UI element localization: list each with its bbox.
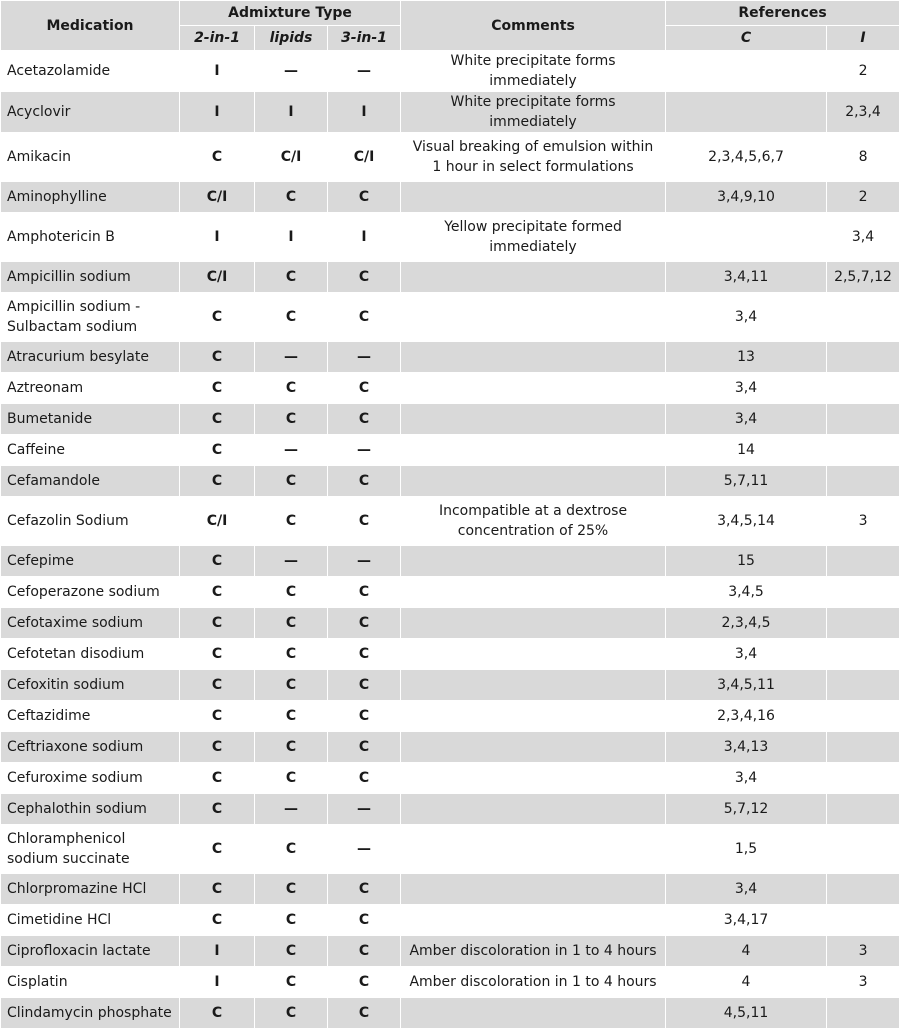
three-in-one-cell: C [328, 670, 401, 701]
three-in-one-cell: — [328, 546, 401, 577]
comment-cell: Amber discoloration in 1 to 4 hours [401, 967, 666, 998]
lipids-cell: C [255, 874, 328, 905]
comment-cell [401, 794, 666, 825]
lipids-cell: C [255, 670, 328, 701]
reference-c-cell: 5,7,12 [666, 794, 827, 825]
table-row [1, 342, 900, 373]
three-in-one-cell: C [328, 497, 401, 546]
three-in-one-cell: C [328, 701, 401, 732]
two-in-one-cell: I [180, 92, 255, 133]
comment-cell [401, 182, 666, 213]
table-row [1, 293, 900, 342]
table-header [1, 1, 900, 51]
two-in-one-cell: C/I [180, 497, 255, 546]
reference-c-cell: 3,4,5,11 [666, 670, 827, 701]
medication-cell: Cefotetan disodium [1, 639, 180, 670]
comment-cell [401, 342, 666, 373]
lipids-cell: — [255, 546, 328, 577]
lipids-cell: I [255, 92, 328, 133]
table-row [1, 213, 900, 262]
reference-c-cell: 3,4,9,10 [666, 182, 827, 213]
medication-cell: Cefuroxime sodium [1, 763, 180, 794]
two-in-one-cell: C/I [180, 182, 255, 213]
comment-cell [401, 639, 666, 670]
reference-i-cell [827, 825, 900, 874]
table-row [1, 936, 900, 967]
medication-cell: Aminophylline [1, 182, 180, 213]
lipids-cell: — [255, 342, 328, 373]
two-in-one-cell: C [180, 874, 255, 905]
three-in-one-cell: I [328, 213, 401, 262]
references-i-header: I [827, 26, 900, 51]
reference-i-cell [827, 732, 900, 763]
comment-cell [401, 701, 666, 732]
medication-cell: Acyclovir [1, 92, 180, 133]
reference-i-cell [827, 670, 900, 701]
reference-i-cell [827, 373, 900, 404]
reference-i-cell [827, 546, 900, 577]
two-in-one-cell: C [180, 639, 255, 670]
three-in-one-cell: C [328, 373, 401, 404]
lipids-cell: C/I [255, 133, 328, 182]
comment-cell [401, 577, 666, 608]
comment-cell: Amber discoloration in 1 to 4 hours [401, 936, 666, 967]
reference-c-cell [666, 92, 827, 133]
reference-i-cell: 2 [827, 182, 900, 213]
reference-i-cell: 2,5,7,12 [827, 262, 900, 293]
comment-cell [401, 670, 666, 701]
reference-c-cell: 2,3,4,16 [666, 701, 827, 732]
comment-cell [401, 404, 666, 435]
reference-c-cell: 3,4 [666, 874, 827, 905]
table-row [1, 435, 900, 466]
two-in-one-cell: C [180, 293, 255, 342]
table-row [1, 905, 900, 936]
reference-i-cell [827, 466, 900, 497]
table-row [1, 998, 900, 1029]
reference-c-cell [666, 213, 827, 262]
two-in-one-cell: I [180, 967, 255, 998]
reference-c-cell: 15 [666, 546, 827, 577]
table-row [1, 133, 900, 182]
table-row [1, 373, 900, 404]
two-in-one-cell: C [180, 998, 255, 1029]
comment-cell [401, 905, 666, 936]
reference-i-cell [827, 435, 900, 466]
medication-cell: Bumetanide [1, 404, 180, 435]
reference-c-cell: 3,4,11 [666, 262, 827, 293]
table-row [1, 639, 900, 670]
comment-cell [401, 874, 666, 905]
lipids-cell: C [255, 998, 328, 1029]
lipids-cell: C [255, 497, 328, 546]
medication-cell: Chlorpromazine HCl [1, 874, 180, 905]
reference-i-cell [827, 404, 900, 435]
three-in-one-cell: C [328, 905, 401, 936]
two-in-one-cell: C [180, 763, 255, 794]
lipids-cell: C [255, 182, 328, 213]
three-in-one-cell: — [328, 435, 401, 466]
reference-i-cell [827, 794, 900, 825]
two-in-one-cell: C [180, 794, 255, 825]
lipids-cell: — [255, 51, 328, 92]
reference-i-cell [827, 998, 900, 1029]
table-row [1, 670, 900, 701]
comment-cell [401, 732, 666, 763]
two-in-one-cell: C/I [180, 262, 255, 293]
table-row [1, 732, 900, 763]
reference-i-cell [827, 905, 900, 936]
table-row [1, 794, 900, 825]
two-in-one-cell: C [180, 732, 255, 763]
comment-cell [401, 373, 666, 404]
medication-cell: Cimetidine HCl [1, 905, 180, 936]
three-in-one-cell: C [328, 967, 401, 998]
reference-c-cell: 1,5 [666, 825, 827, 874]
two-in-one-cell: C [180, 608, 255, 639]
three-in-one-cell: — [328, 342, 401, 373]
medication-cell: Cefazolin Sodium [1, 497, 180, 546]
lipids-cell: C [255, 967, 328, 998]
lipids-cell: C [255, 701, 328, 732]
lipids-cell: C [255, 936, 328, 967]
three-in-one-cell: C [328, 466, 401, 497]
reference-i-cell: 2,3,4 [827, 92, 900, 133]
medication-cell: Ampicillin sodium - Sulbactam sodium [1, 293, 180, 342]
two-in-one-cell: C [180, 670, 255, 701]
lipids-cell: C [255, 262, 328, 293]
two-in-one-cell: C [180, 466, 255, 497]
reference-i-cell [827, 608, 900, 639]
table-row [1, 404, 900, 435]
reference-i-cell [827, 293, 900, 342]
references-c-header: C [666, 26, 827, 51]
table-row [1, 497, 900, 546]
table-row [1, 262, 900, 293]
medication-cell: Ceftazidime [1, 701, 180, 732]
reference-c-cell: 3,4 [666, 373, 827, 404]
three-in-one-cell: C [328, 639, 401, 670]
table-row [1, 466, 900, 497]
reference-c-cell: 4,5,11 [666, 998, 827, 1029]
comment-cell [401, 435, 666, 466]
lipids-cell: — [255, 794, 328, 825]
table-row [1, 182, 900, 213]
medication-cell: Ceftriaxone sodium [1, 732, 180, 763]
comment-cell: Yellow precipitate formed immediately [401, 213, 666, 262]
reference-c-cell: 14 [666, 435, 827, 466]
two-in-one-cell: C [180, 701, 255, 732]
lipids-cell: C [255, 639, 328, 670]
medication-cell: Cefamandole [1, 466, 180, 497]
comment-cell: White precipitate forms immediately [401, 92, 666, 133]
table-row [1, 701, 900, 732]
medication-cell: Cisplatin [1, 967, 180, 998]
references-header: References [666, 1, 900, 26]
comment-cell [401, 293, 666, 342]
three-in-one-cell: C [328, 998, 401, 1029]
reference-c-cell: 4 [666, 936, 827, 967]
lipids-cell: C [255, 293, 328, 342]
lipids-cell: C [255, 466, 328, 497]
medication-header: Medication [1, 1, 180, 51]
two-in-one-cell: C [180, 905, 255, 936]
medication-cell: Clindamycin phosphate [1, 998, 180, 1029]
reference-i-cell [827, 763, 900, 794]
medication-cell: Acetazolamide [1, 51, 180, 92]
reference-c-cell: 13 [666, 342, 827, 373]
comment-cell [401, 825, 666, 874]
two-in-one-cell: I [180, 51, 255, 92]
reference-i-cell [827, 874, 900, 905]
reference-c-cell: 3,4,5,14 [666, 497, 827, 546]
reference-c-cell: 2,3,4,5 [666, 608, 827, 639]
three-in-one-cell: — [328, 51, 401, 92]
medication-cell: Chloramphenicol sodium succinate [1, 825, 180, 874]
table-row [1, 763, 900, 794]
comment-cell [401, 608, 666, 639]
reference-i-cell: 8 [827, 133, 900, 182]
reference-i-cell: 3 [827, 936, 900, 967]
reference-c-cell: 4 [666, 967, 827, 998]
lipids-cell: I [255, 213, 328, 262]
two-in-one-cell: C [180, 577, 255, 608]
medication-cell: Caffeine [1, 435, 180, 466]
reference-i-cell: 2 [827, 51, 900, 92]
two-in-one-cell: I [180, 213, 255, 262]
lipids-cell: C [255, 732, 328, 763]
comment-cell [401, 466, 666, 497]
three-in-one-cell: C [328, 262, 401, 293]
two-in-one-cell: C [180, 404, 255, 435]
three-in-one-cell: C [328, 404, 401, 435]
comment-cell: Incompatible at a dextrose concentration of 25% [401, 497, 666, 546]
two-in-one-cell: C [180, 546, 255, 577]
reference-i-cell: 3 [827, 967, 900, 998]
reference-i-cell: 3,4 [827, 213, 900, 262]
table-row [1, 577, 900, 608]
table-row [1, 825, 900, 874]
three-in-one-cell: C [328, 732, 401, 763]
reference-i-cell [827, 639, 900, 670]
two-in-one-cell: C [180, 435, 255, 466]
reference-c-cell: 3,4,5 [666, 577, 827, 608]
medication-cell: Atracurium besylate [1, 342, 180, 373]
reference-i-cell [827, 577, 900, 608]
reference-c-cell: 5,7,11 [666, 466, 827, 497]
three-in-one-cell: C [328, 936, 401, 967]
reference-i-cell: 3 [827, 497, 900, 546]
two-in-one-cell: C [180, 342, 255, 373]
two-in-one-cell: C [180, 825, 255, 874]
reference-c-cell: 3,4 [666, 639, 827, 670]
table-row [1, 608, 900, 639]
admixture-type-header: Admixture Type [180, 1, 401, 26]
medication-cell: Amikacin [1, 133, 180, 182]
reference-c-cell: 3,4,13 [666, 732, 827, 763]
comment-cell [401, 546, 666, 577]
table-row [1, 874, 900, 905]
reference-c-cell: 3,4 [666, 404, 827, 435]
comment-cell [401, 763, 666, 794]
lipids-cell: — [255, 435, 328, 466]
lipids-cell: C [255, 577, 328, 608]
medication-cell: Aztreonam [1, 373, 180, 404]
table-body [1, 51, 900, 1029]
two-in-one-cell: C [180, 373, 255, 404]
reference-i-cell [827, 701, 900, 732]
comments-header: Comments [401, 1, 666, 51]
lipids-cell: C [255, 905, 328, 936]
lipids-cell: C [255, 373, 328, 404]
three-in-one-cell: I [328, 92, 401, 133]
comment-cell [401, 262, 666, 293]
comment-cell: White precipitate forms immediately [401, 51, 666, 92]
two-in-one-cell: I [180, 936, 255, 967]
table-row [1, 546, 900, 577]
three-in-one-cell: — [328, 825, 401, 874]
lipids-cell: C [255, 404, 328, 435]
comment-cell: Visual breaking of emulsion within 1 hour in select formulations [401, 133, 666, 182]
three-in-one-cell: — [328, 794, 401, 825]
three-in-one-header: 3-in-1 [328, 26, 401, 51]
reference-i-cell [827, 342, 900, 373]
table-row [1, 967, 900, 998]
medication-cell: Cefepime [1, 546, 180, 577]
reference-c-cell: 3,4 [666, 293, 827, 342]
lipids-cell: C [255, 763, 328, 794]
three-in-one-cell: C [328, 293, 401, 342]
lipids-cell: C [255, 608, 328, 639]
lipids-cell: C [255, 825, 328, 874]
three-in-one-cell: C [328, 608, 401, 639]
three-in-one-cell: C [328, 182, 401, 213]
medication-cell: Cefotaxime sodium [1, 608, 180, 639]
medication-cell: Ciprofloxacin lactate [1, 936, 180, 967]
two-in-one-cell: C [180, 133, 255, 182]
two-in-one-header: 2-in-1 [180, 26, 255, 51]
medication-cell: Cefoxitin sodium [1, 670, 180, 701]
comment-cell [401, 998, 666, 1029]
table-row [1, 51, 900, 92]
three-in-one-cell: C [328, 577, 401, 608]
medication-cell: Amphotericin B [1, 213, 180, 262]
three-in-one-cell: C/I [328, 133, 401, 182]
reference-c-cell: 2,3,4,5,6,7 [666, 133, 827, 182]
three-in-one-cell: C [328, 763, 401, 794]
table-row [1, 92, 900, 133]
medication-cell: Cefoperazone sodium [1, 577, 180, 608]
reference-c-cell: 3,4,17 [666, 905, 827, 936]
three-in-one-cell: C [328, 874, 401, 905]
reference-c-cell [666, 51, 827, 92]
medication-cell: Ampicillin sodium [1, 262, 180, 293]
lipids-header: lipids [255, 26, 328, 51]
medication-cell: Cephalothin sodium [1, 794, 180, 825]
reference-c-cell: 3,4 [666, 763, 827, 794]
